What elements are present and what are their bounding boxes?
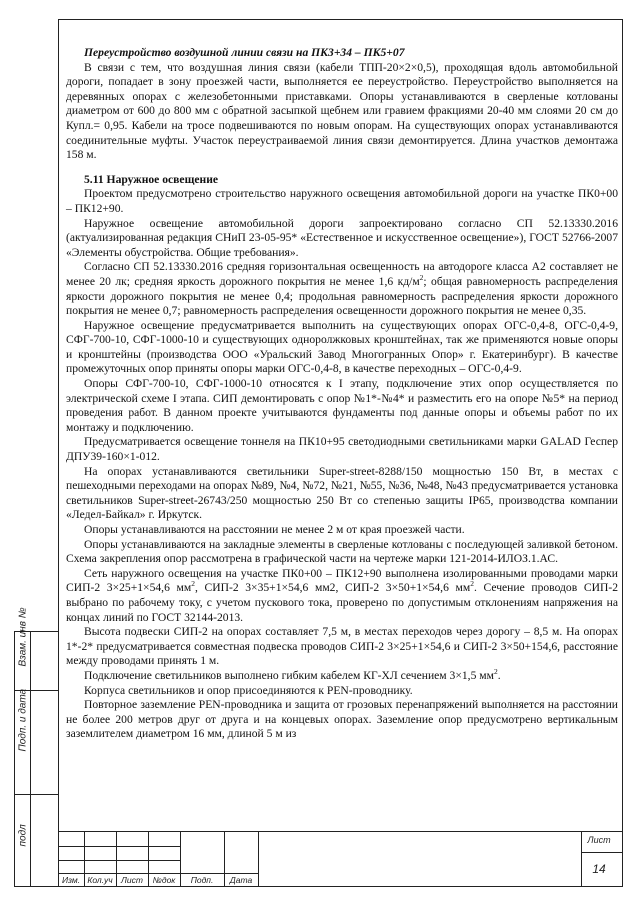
text: Подключение светильников выполнено гибким кабелем КГ-ХЛ сечением 3×1,5 мм bbox=[84, 668, 494, 682]
sheet-label: Лист bbox=[587, 835, 611, 845]
col-docnum-label: №док bbox=[152, 875, 176, 885]
col-change-label: Изм. bbox=[61, 875, 81, 885]
paragraph: Проектом предусмотрено строительство наружного освещения автомобильной дороги на участке ПК0+00 – ПК12+90. bbox=[66, 187, 618, 215]
text: . bbox=[497, 668, 501, 682]
divider bbox=[58, 873, 258, 874]
section-heading: Переустройство воздушной линии связи на ПК3+34 – ПК5+07 bbox=[84, 46, 405, 59]
paragraph: Опоры устанавливаются на закладные элементы в сверленые котлованы с последующей заливкой бетоном. Схема закрепления опор рассмотрена в графической части на чертеже марки 121-2014-ИЛОЗ.1.АС. bbox=[66, 537, 618, 566]
superscript: 2 bbox=[470, 579, 474, 589]
col-sheet-label: Лист bbox=[121, 875, 143, 885]
superscript: 2 bbox=[419, 273, 424, 283]
paragraph bbox=[66, 669, 618, 684]
strip-label-original: подл bbox=[17, 824, 29, 847]
divider bbox=[58, 846, 180, 847]
paragraph: Наружное освещение автомобильной дороги запроектировано согласно СП 52.13330.2016 (актуализированная редакция СНиП 23-05-95* «Естественное и искусственное освещение»), ГОСТ 52766-2007 «Элементы обустройства. Общие требования». bbox=[66, 216, 618, 259]
strip-label-replace-inv: Взам. инв № bbox=[17, 607, 29, 667]
paragraph: Наружное освещение предусматривается выполнить на существующих опорах ОГС-0,4-8, ОГС-0,4-9, СФГ-700-10, СФГ-1000-10 и существующих одноролжковых кронштейнах, так же применяются новые опоры и кронштейны (производства ООО «Уральский Завод Многогранных Опор» г. Екатеринбург). В качестве промежуточных опор приняты опоры марки ОГС-0,4-8, в качестве переходных – ОГС-0,4-9. bbox=[66, 318, 618, 376]
divider bbox=[58, 860, 180, 861]
paragraph: Опоры СФГ-700-10, СФГ-1000-10 относятся к I этапу, подключение этих опор осуществляется по электрической схеме I этапа. СИП демонтировать с опор №1*-№4* и разместить его на опоре №5* на период проведения работ. В данном проекте учитываются фундаменты под данные опоры и объемы работ по их монтажу и подключению. bbox=[66, 377, 618, 434]
strip-label-sign-date: Подп. и дата bbox=[17, 688, 29, 752]
text: Согласно СП 52.13330.2016 средняя горизонтальная освещенность на автодороге класса А2 составляет не менее 20 лк; средняя яркость дорожного покрытия не менее 1,6 кд/м bbox=[66, 260, 618, 288]
paragraph bbox=[66, 567, 618, 625]
superscript: 2 bbox=[493, 667, 498, 677]
divider bbox=[581, 852, 623, 853]
paragraph bbox=[66, 260, 618, 318]
col-sign-label: Подп. bbox=[190, 875, 214, 885]
paragraph: Предусматривается освещение тоннеля на ПК10+95 светодиодными светильниками марки GALAD Геспер ДПУ39-160×1-012. bbox=[66, 435, 618, 464]
paragraph: Опоры устанавливаются на расстоянии не менее 2 м от края проезжей части. bbox=[84, 523, 465, 536]
text: . Сечение проводов СИП-2 выбрано по рабочему току, с учетом пускового тока, проверено по допустимым отклонениям напряжения на концах линий по ГОСТ 32144-2013. bbox=[66, 581, 618, 624]
document-body bbox=[66, 46, 618, 742]
section-title: 5.11 Наружное освещение bbox=[84, 172, 219, 186]
paragraph: В связи с тем, что воздушная линия связи (кабели ТПП-20×2×0,5), проходящая вдоль автомобильной дороги, попадает в зону проезжей части, выполняется ее переустройство. Переустройство выполняется на деревянных опорах с железобетонными приставками. Опоры устанавливаются в сверленые котлованы диаметром от 600 до 800 мм с обратной засыпкой щебнем или гравием фракциями 20-40 мм слоями 20 см до Купл.= 0,95. Кабели на тросе подвешиваются по новым опорам. На существующих опорах устанавливаются соединительные муфты. Участок переустраиваемой линия связи демонтируется. Длина участков демонтажа 158 м. bbox=[66, 60, 618, 162]
paragraph: Корпуса светильников и опор присоединяются к PEN-проводнику. bbox=[84, 683, 413, 697]
paragraph: Повторное заземление PEN-проводника и защита от грозовых перенапряжений выполняется на расстоянии не более 200 метров друг от друга и на концевых опорах. Заземление опор предусмотрено вертикальным заземлителем диаметром 16 мм, длиной 5 м из bbox=[66, 698, 618, 741]
superscript: 2 bbox=[191, 579, 195, 589]
margin-stamp-strip bbox=[14, 607, 58, 887]
paragraph: Высота подвески СИП-2 на опорах составляет 7,5 м, в местах переходов через дорогу – 8,5 м. На опорах 1*-2* предусматривается совместная подвеска проводов СИП-2 3×25+1×54,6 и СИП-2 3×50+154,6, расстояние между проводами принять 1 м. bbox=[66, 625, 618, 668]
divider bbox=[258, 832, 259, 887]
paragraph: На опорах устанавливаются светильники Super-street-8288/150 мощностью 150 Вт, в местах с пешеходными переходами на опорах №89, №4, №72, №21, №55, №36, №48, №43 предусматривается установка светильников Super-street-26743/250 мощностью 250 Вт со степенью защиты IP65, производства компании «Ледел-Байкал» г. Иркутск. bbox=[66, 464, 618, 522]
text: Сеть наружного освещения на участке ПК0+00 – ПК12+90 выполнена изолированными проводами марки СИП-2 3×25+1×54,6 мм bbox=[66, 566, 618, 595]
sheet-number: 14 bbox=[592, 862, 606, 876]
col-qty-label: Кол.уч bbox=[87, 875, 113, 885]
text: ; общая равномерность распределения яркости дорожного покрытия не менее 0,4; продольная равномерность распределения яркости дорожного покрытия не менее 0,7; равномерность распределения освещенности дорожного покрытия не менее 0,35. bbox=[66, 274, 619, 318]
title-block bbox=[58, 831, 623, 887]
col-date-label: Дата bbox=[229, 875, 253, 885]
text: , СИП-2 3×35+1×54,6 мм2, СИП-2 3×50+1×54,6 мм bbox=[194, 581, 471, 595]
